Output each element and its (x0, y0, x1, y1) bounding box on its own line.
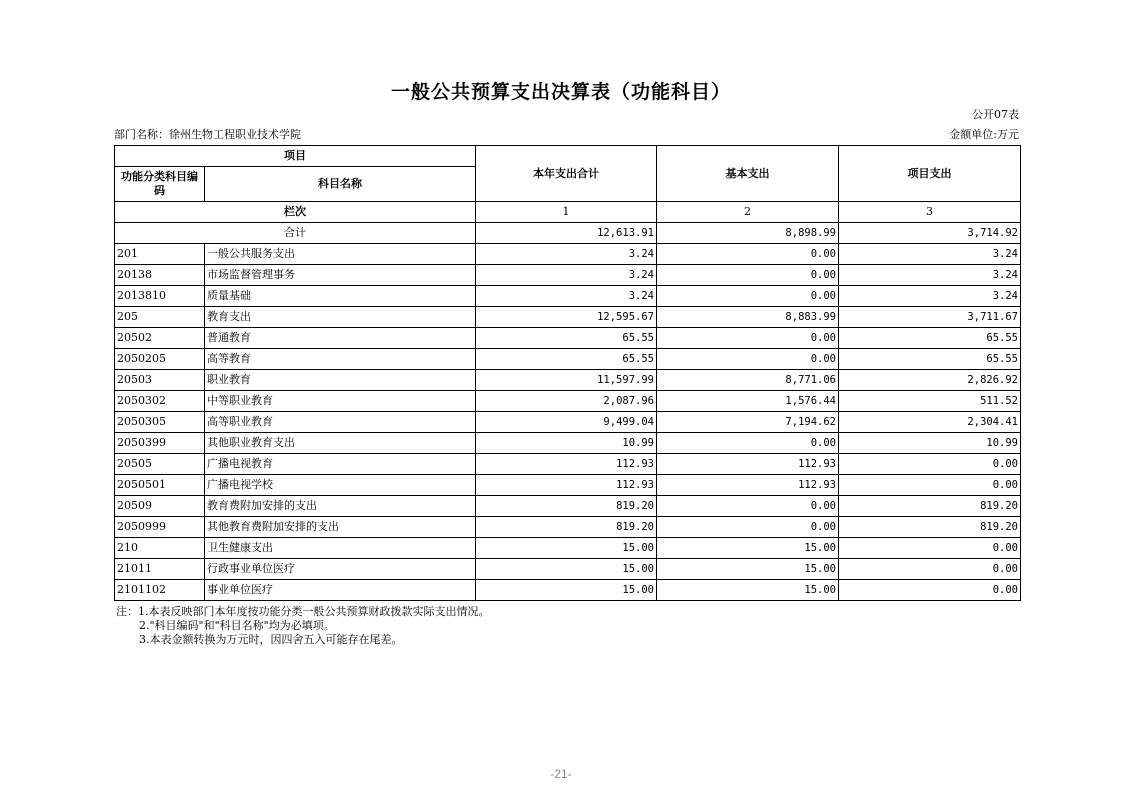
row-code: 2050399 (115, 433, 205, 454)
row-total: 11,597.99 (476, 370, 657, 391)
row-name: 教育费附加安排的支出 (205, 496, 476, 517)
row-project: 2,304.41 (839, 412, 1021, 433)
row-name: 卫生健康支出 (205, 538, 476, 559)
note-3: 3.本表金额转换为万元时，因四舍五入可能存在尾差。 (139, 633, 403, 646)
row-basic: 0.00 (657, 349, 839, 370)
row-name: 普通教育 (205, 328, 476, 349)
row-project: 0.00 (839, 454, 1021, 475)
table-row (115, 391, 1021, 412)
row-name: 其他职业教育支出 (205, 433, 476, 454)
row-basic: 15.00 (657, 580, 839, 601)
row-project: 511.52 (839, 391, 1021, 412)
table-row (115, 412, 1021, 433)
row-code: 2101102 (115, 580, 205, 601)
row-name: 高等教育 (205, 349, 476, 370)
row-project: 65.55 (839, 349, 1021, 370)
row-basic: 0.00 (657, 517, 839, 538)
notes (116, 605, 490, 647)
row-total: 3.24 (476, 265, 657, 286)
row-total: 15.00 (476, 580, 657, 601)
row-total: 65.55 (476, 328, 657, 349)
row-name: 职业教育 (205, 370, 476, 391)
row-project: 3.24 (839, 244, 1021, 265)
row-name: 一般公共服务支出 (205, 244, 476, 265)
row-project: 819.20 (839, 496, 1021, 517)
row-code: 2050302 (115, 391, 205, 412)
row-basic: 112.93 (657, 454, 839, 475)
row-basic: 0.00 (657, 496, 839, 517)
row-name: 其他教育费附加安排的支出 (205, 517, 476, 538)
row-code: 2050305 (115, 412, 205, 433)
row-basic: 8,883.99 (657, 307, 839, 328)
row-code: 21011 (115, 559, 205, 580)
header-basic: 基本支出 (657, 146, 839, 202)
column-index-1: 1 (476, 202, 657, 223)
table-row (115, 517, 1021, 538)
page-title: 一般公共预算支出决算表（功能科目） (390, 81, 731, 103)
row-total: 3.24 (476, 286, 657, 307)
department-name: 部门名称：徐州生物工程职业技术学院 (114, 128, 301, 141)
row-total: 819.20 (476, 517, 657, 538)
row-code: 2050205 (115, 349, 205, 370)
row-code: 20502 (115, 328, 205, 349)
row-basic: 112.93 (657, 475, 839, 496)
page-number: -21- (550, 767, 572, 781)
table-row (115, 370, 1021, 391)
table-row (115, 496, 1021, 517)
column-index-row (115, 202, 1021, 223)
row-total: 112.93 (476, 475, 657, 496)
row-total: 3.24 (476, 244, 657, 265)
table-row (115, 349, 1021, 370)
row-project: 3,711.67 (839, 307, 1021, 328)
row-project: 0.00 (839, 538, 1021, 559)
table-row (115, 244, 1021, 265)
total-row (115, 223, 1021, 244)
row-basic: 0.00 (657, 244, 839, 265)
header-total: 本年支出合计 (476, 146, 657, 202)
row-name: 事业单位医疗 (205, 580, 476, 601)
row-project: 0.00 (839, 559, 1021, 580)
row-total: 112.93 (476, 454, 657, 475)
row-name: 行政事业单位医疗 (205, 559, 476, 580)
row-basic: 7,194.62 (657, 412, 839, 433)
row-project: 65.55 (839, 328, 1021, 349)
row-total: 10.99 (476, 433, 657, 454)
row-basic: 8,771.06 (657, 370, 839, 391)
total-amount: 12,613.91 (476, 223, 657, 244)
row-code: 210 (115, 538, 205, 559)
row-total: 15.00 (476, 559, 657, 580)
row-project: 3.24 (839, 265, 1021, 286)
row-project: 0.00 (839, 580, 1021, 601)
row-basic: 15.00 (657, 538, 839, 559)
row-total: 9,499.04 (476, 412, 657, 433)
row-project: 0.00 (839, 475, 1021, 496)
table-row (115, 454, 1021, 475)
row-basic: 1,576.44 (657, 391, 839, 412)
table-row (115, 559, 1021, 580)
row-project: 10.99 (839, 433, 1021, 454)
row-total: 819.20 (476, 496, 657, 517)
row-name: 质量基础 (205, 286, 476, 307)
table-row (115, 475, 1021, 496)
row-project: 819.20 (839, 517, 1021, 538)
note-2: 2."科目编码"和"科目名称"均为必填项。 (139, 619, 335, 632)
column-index-label: 栏次 (115, 202, 476, 223)
table-row (115, 286, 1021, 307)
row-total: 65.55 (476, 349, 657, 370)
table-row (115, 538, 1021, 559)
form-number: 公开07表 (972, 108, 1019, 121)
row-name: 高等职业教育 (205, 412, 476, 433)
row-code: 20509 (115, 496, 205, 517)
header-name: 科目名称 (205, 167, 476, 202)
row-basic: 0.00 (657, 328, 839, 349)
amount-unit: 金额单位:万元 (949, 128, 1019, 141)
table-row (115, 265, 1021, 286)
table-row (115, 580, 1021, 601)
row-total: 12,595.67 (476, 307, 657, 328)
row-code: 2050999 (115, 517, 205, 538)
row-code: 20503 (115, 370, 205, 391)
row-name: 市场监督管理事务 (205, 265, 476, 286)
row-code: 20138 (115, 265, 205, 286)
header-code: 功能分类科目编码 (115, 167, 205, 202)
row-name: 广播电视学校 (205, 475, 476, 496)
row-basic: 15.00 (657, 559, 839, 580)
expenditure-table (114, 145, 1021, 601)
row-code: 2013810 (115, 286, 205, 307)
row-total: 15.00 (476, 538, 657, 559)
total-basic: 8,898.99 (657, 223, 839, 244)
row-basic: 0.00 (657, 433, 839, 454)
header-project: 项目支出 (839, 146, 1021, 202)
header-item: 项目 (115, 146, 476, 167)
note-1: 注：1.本表反映部门本年度按功能分类一般公共预算财政拨款实际支出情况。 (116, 605, 490, 618)
row-code: 20505 (115, 454, 205, 475)
table-row (115, 433, 1021, 454)
row-code: 201 (115, 244, 205, 265)
row-code: 205 (115, 307, 205, 328)
row-basic: 0.00 (657, 286, 839, 307)
column-index-3: 3 (839, 202, 1021, 223)
row-project: 2,826.92 (839, 370, 1021, 391)
row-code: 2050501 (115, 475, 205, 496)
row-name: 教育支出 (205, 307, 476, 328)
row-name: 中等职业教育 (205, 391, 476, 412)
table-row (115, 328, 1021, 349)
row-name: 广播电视教育 (205, 454, 476, 475)
header-row-1 (115, 146, 1021, 167)
row-basic: 0.00 (657, 265, 839, 286)
total-project: 3,714.92 (839, 223, 1021, 244)
total-label: 合计 (115, 223, 476, 244)
table-row (115, 307, 1021, 328)
row-project: 3.24 (839, 286, 1021, 307)
row-total: 2,087.96 (476, 391, 657, 412)
column-index-2: 2 (657, 202, 839, 223)
